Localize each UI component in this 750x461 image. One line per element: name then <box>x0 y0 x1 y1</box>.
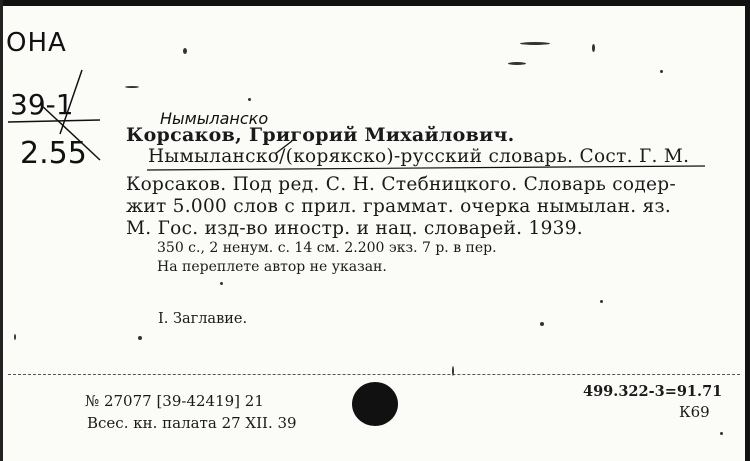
book-chamber-date: Всес. кн. палата 27 XII. 39 <box>87 414 297 432</box>
separator-line <box>8 374 740 375</box>
handwritten-number-1: 39-1 <box>10 88 74 121</box>
scan-speck <box>520 42 550 45</box>
description-line-4: М. Гос. изд-во иностр. и нац. словарей. 1939. <box>126 218 583 239</box>
scan-speck <box>183 48 187 54</box>
collation-line-1: 350 с., 2 ненум. с. 14 см. 2.200 экз. 7 р. в пер. <box>157 240 497 256</box>
scan-speck <box>248 98 251 101</box>
handwritten-number-2: 2.55 <box>20 136 87 171</box>
scan-speck <box>600 300 603 303</box>
classification-number: 499.322-3=91.71 <box>583 383 723 400</box>
scan-speck <box>220 282 223 285</box>
author-heading: Корсаков, Григорий Михайлович. <box>126 124 515 146</box>
scan-speck <box>508 62 526 65</box>
description-line-1: Нымыланско/(корякско)-русский словарь. Сост. Г. М. <box>148 146 690 167</box>
scan-speck <box>452 366 454 376</box>
description-line-2: Корсаков. Под ред. С. Н. Стебницкого. Словарь содер- <box>126 174 677 195</box>
handwritten-code: OHA <box>6 28 67 58</box>
scan-speck <box>540 322 544 326</box>
handwritten-note: Нымыланско <box>160 109 269 128</box>
registration-number: № 27077 [39-42419] 21 <box>85 392 264 410</box>
description-line-3: жит 5.000 слов с прил. граммат. очерка нымылан. яз. <box>126 196 672 217</box>
scan-speck <box>660 70 663 73</box>
collation-line-2: На переплете автор не указан. <box>157 259 387 275</box>
scan-speck <box>592 44 595 52</box>
scan-speck <box>138 336 142 340</box>
subject-heading: I. Заглавие. <box>158 311 248 327</box>
author-mark: К69 <box>679 403 710 421</box>
punch-hole <box>352 382 398 426</box>
scan-speck <box>14 334 16 340</box>
scan-speck <box>125 86 139 88</box>
scan-speck <box>720 432 723 435</box>
